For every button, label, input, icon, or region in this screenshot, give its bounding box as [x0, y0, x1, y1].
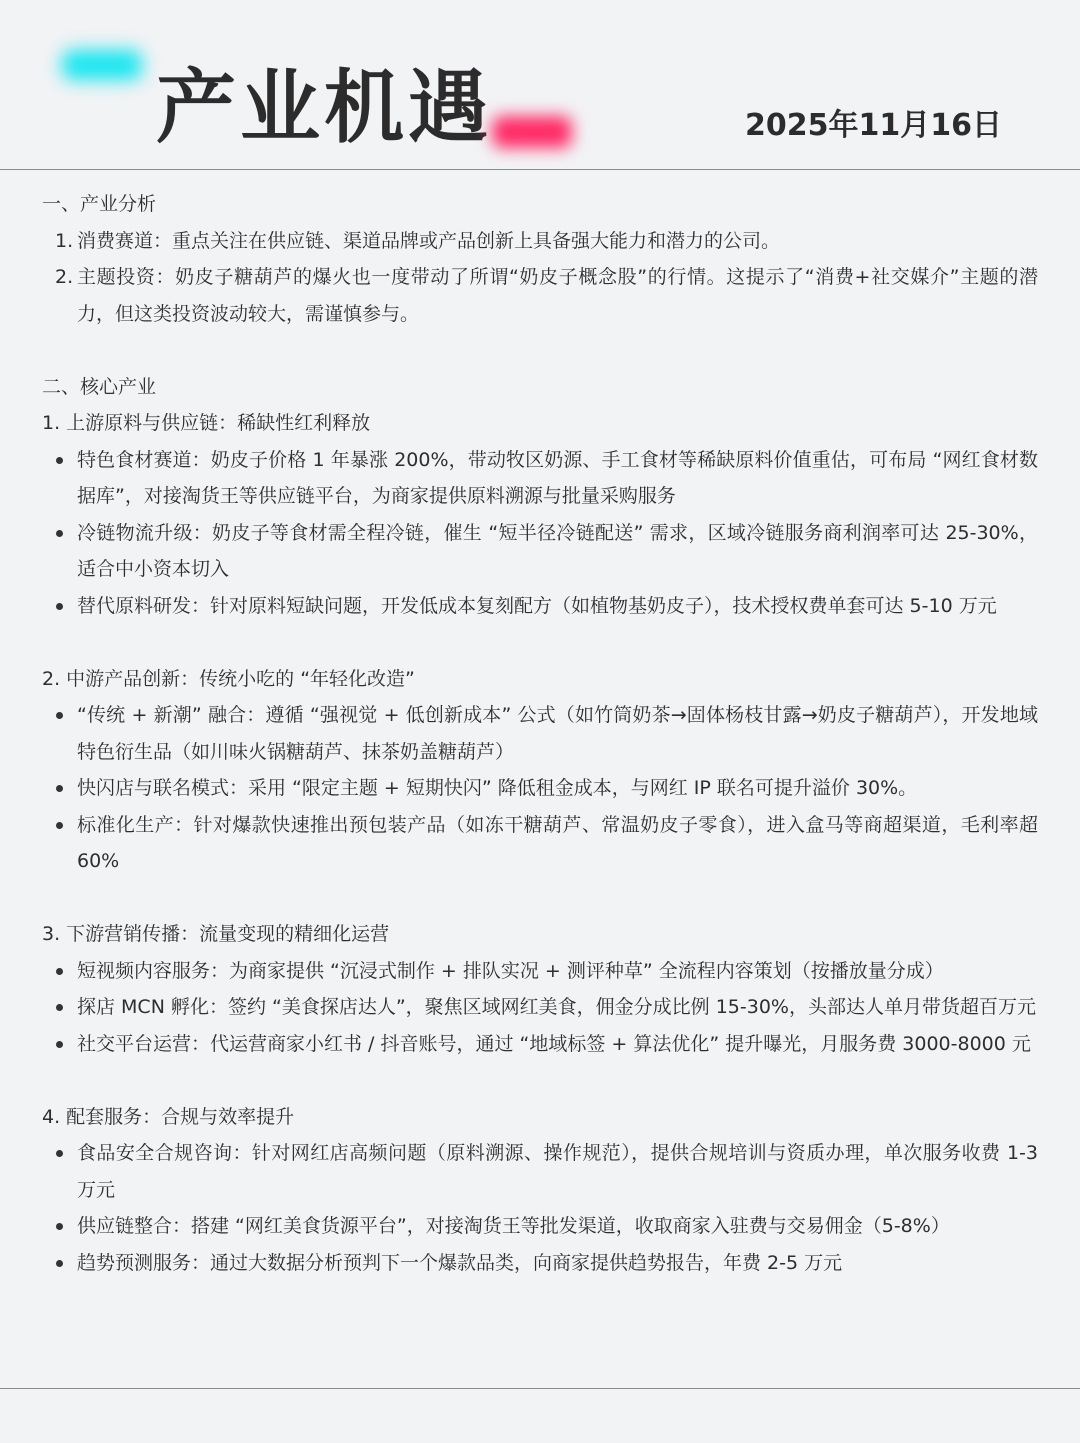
bullet-item	[42, 697, 1038, 770]
bullet-text: 趋势预测服务：通过大数据分析预判下一个爆款品类，向商家提供趋势报告，年费 2-5 万元	[77, 1251, 843, 1274]
subsection-title-downstream: 3. 下游营销传播：流量变现的精细化运营	[42, 923, 390, 945]
pink-highlight-decoration	[492, 116, 572, 148]
bullet-text: 探店 MCN 孵化：签约 “美食探店达人”，聚焦区域网红美食，佣金分成比例 15-30%，头部达人单月带货超百万元	[77, 996, 1036, 1018]
list-item-text: 主题投资：奶皮子糖葫芦的爆火也一度带动了所谓“奶皮子概念股”的行情。这提示了“消费+社交媒介”主题的潜力，但这类投资波动较大，需谨慎参与。	[77, 266, 1038, 325]
bullet-text: 供应链整合：搭建 “网红美食货源平台”，对接淘货王等批发渠道，收取商家入驻费与交易佣金（5-8%）	[77, 1215, 950, 1237]
bullet-item	[42, 770, 1038, 807]
footer-divider	[0, 1388, 1080, 1389]
bullet-item	[42, 515, 1038, 588]
subsection-title-midstream: 2. 中游产品创新：传统小吃的 “年轻化改造”	[42, 667, 415, 690]
bullet-item	[42, 953, 1038, 990]
bullet-item	[42, 1245, 1038, 1282]
bullet-text: 短视频内容服务：为商家提供 “沉浸式制作 + 排队实况 + 测评种草” 全流程内容策划（按播放量分成）	[77, 959, 944, 982]
page-title: 产业机遇	[156, 61, 492, 154]
bullet-text: 冷链物流升级：奶皮子等食材需全程冷链，催生 “短半径冷链配送” 需求，区域冷链服务商利润率可达 25-30%，适合中小资本切入	[77, 521, 1038, 580]
bullet-item	[42, 588, 1038, 625]
bullet-dot-icon	[56, 968, 63, 975]
bullet-dot-icon	[56, 1004, 63, 1011]
bullet-dot-icon	[56, 822, 63, 829]
bullet-text: 快闪店与联名模式：采用 “限定主题 + 短期快闪” 降低租金成本，与网红 IP 联名可提升溢价 30%。	[77, 777, 918, 799]
page-date: 2025年11月16日	[745, 108, 1002, 143]
list-item-text: 消费赛道：重点关注在供应链、渠道品牌或产品创新上具备强大能力和潜力的公司。	[77, 229, 781, 252]
bullet-text: 社交平台运营：代运营商家小红书 / 抖音账号，通过 “地域标签 + 算法优化” 提升曝光，月服务费 3000-8000 元	[77, 1032, 1031, 1055]
bullet-text: 食品安全合规咨询：针对网红店高频问题（原料溯源、操作规范），提供合规培训与资质办理，单次服务收费 1-3 万元	[77, 1142, 1038, 1201]
bullet-item	[42, 1026, 1038, 1063]
list-item-number: 2.	[55, 266, 74, 288]
cyan-highlight-decoration	[62, 50, 142, 80]
bullet-dot-icon	[56, 712, 63, 719]
section-heading-core: 二、核心产业	[42, 375, 157, 398]
section-heading-analysis: 一、产业分析	[42, 193, 157, 215]
bullet-item	[42, 989, 1038, 1026]
bullet-dot-icon	[56, 1260, 63, 1267]
bullet-text: 标准化生产：针对爆款快速推出预包装产品（如冻干糖葫芦、常温奶皮子零食），进入盒马等商超渠道，毛利率超 60%	[77, 813, 1038, 872]
bullet-dot-icon	[56, 785, 63, 792]
bullet-dot-icon	[56, 530, 63, 537]
bullet-dot-icon	[56, 457, 63, 464]
list-item	[42, 259, 1038, 332]
bullet-item	[42, 1208, 1038, 1245]
bullet-dot-icon	[56, 1150, 63, 1157]
bullet-item	[42, 442, 1038, 515]
list-item	[42, 223, 1038, 260]
bullet-item	[42, 1135, 1038, 1208]
list-item-number: 1.	[55, 229, 74, 252]
bullet-item	[42, 807, 1038, 880]
article-body	[42, 186, 1038, 1281]
bullet-dot-icon	[56, 1223, 63, 1230]
bullet-text: “传统 + 新潮” 融合：遵循 “强视觉 + 低创新成本” 公式（如竹筒奶茶→固体杨枝甘露→奶皮子糖葫芦），开发地域特色衍生品（如川味火锅糖葫芦、抹茶奶盖糖葫芦）	[77, 704, 1038, 763]
bullet-dot-icon	[56, 1041, 63, 1048]
bullet-dot-icon	[56, 603, 63, 610]
subsection-title-support: 4. 配套服务：合规与效率提升	[42, 1105, 295, 1128]
bullet-text: 特色食材赛道：奶皮子价格 1 年暴涨 200%，带动牧区奶源、手工食材等稀缺原料价值重估，可布局 “网红食材数据库”，对接淘货王等供应链平台，为商家提供原料溯源与批量采购服务	[77, 448, 1038, 507]
page-header	[0, 0, 1080, 170]
bullet-text: 替代原料研发：针对原料短缺问题，开发低成本复刻配方（如植物基奶皮子），技术授权费单套可达 5-10 万元	[77, 594, 997, 617]
subsection-title-upstream: 1. 上游原料与供应链：稀缺性红利释放	[42, 412, 371, 434]
